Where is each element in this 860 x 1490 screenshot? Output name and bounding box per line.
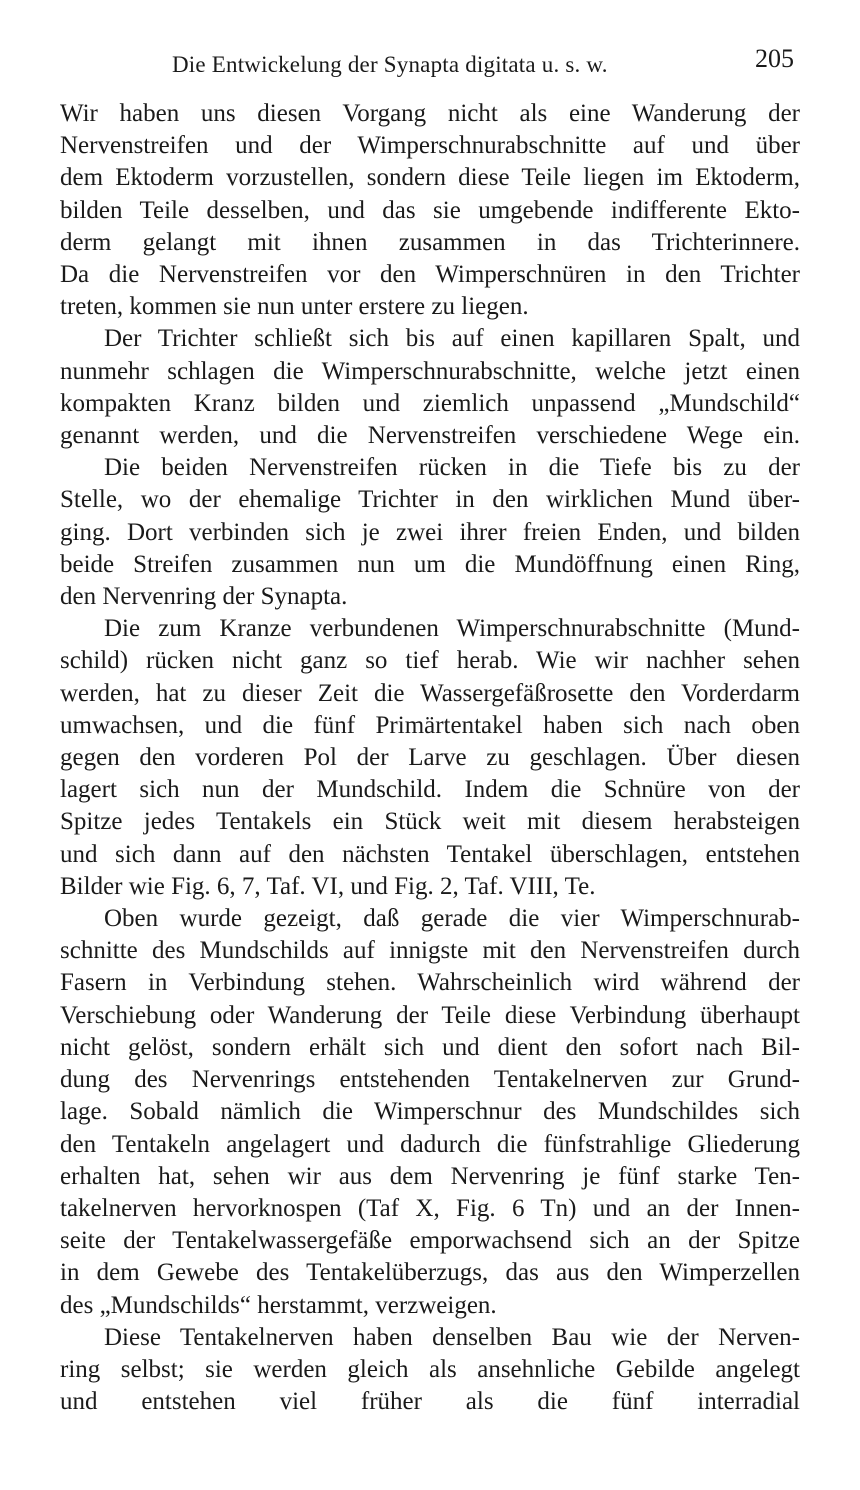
page-number: 205	[755, 44, 794, 73]
text-line: den Tentakeln angelagert und dadurch die fünfstrahlige Gliederung	[60, 1130, 800, 1158]
text-line: und sich dann auf den nächsten Tentakel überschlagen, entstehen	[60, 840, 800, 868]
paragraph-1	[60, 98, 800, 323]
text-line: umwachsen, und die fünf Primärtentakel haben sich nach oben	[60, 711, 800, 739]
text-line: dung des Nervenrings entstehenden Tentakelnerven zur Grund-	[60, 1066, 800, 1094]
text-line: gegen den vorderen Pol der Larve zu geschlagen. Über diesen	[60, 744, 800, 772]
text-line: schnitte des Mundschilds auf innigste mit den Nervenstreifen durch	[60, 937, 800, 965]
text-line: kompakten Kranz bilden und ziemlich unpassend „Mundschild“	[60, 389, 800, 417]
paragraph-3	[60, 452, 800, 613]
text-line: ring selbst; sie werden gleich als ansehnliche Gebilde angelegt	[60, 1355, 800, 1383]
text-line: takelnerven hervorknospen (Taf X, Fig. 6 Tn) und an der Innen-	[60, 1194, 800, 1222]
text-line: Oben wurde gezeigt, daß gerade die vier Wimperschnurab-	[104, 905, 800, 933]
text-line: derm gelangt mit ihnen zusammen in das Trichterinnere.	[60, 228, 800, 256]
paragraph-4	[60, 613, 800, 903]
text-line: lage. Sobald nämlich die Wimperschnur des Mundschildes sich	[60, 1098, 800, 1126]
text-line: nicht gelöst, sondern erhält sich und dient den sofort nach Bil-	[60, 1033, 800, 1061]
text-line: Der Trichter schließt sich bis auf einen kapillaren Spalt, und	[104, 325, 800, 353]
text-line: Die zum Kranze verbundenen Wimperschnurabschnitte (Mund-	[104, 615, 800, 643]
text-line: treten, kommen sie nun unter erstere zu liegen.	[60, 293, 529, 321]
text-line: schild) rücken nicht ganz so tief herab. Wie wir nachher sehen	[60, 647, 800, 675]
book-page	[60, 44, 800, 1418]
text-line: Nervenstreifen und der Wimperschnurabschnitte auf und über	[60, 132, 800, 160]
body-text	[60, 98, 800, 1418]
text-line: Fasern in Verbindung stehen. Wahrscheinlich wird während der	[60, 969, 800, 997]
paragraph-5	[60, 903, 800, 1322]
text-line: erhalten hat, sehen wir aus dem Nervenring je fünf starke Ten-	[60, 1162, 800, 1190]
text-line: Verschiebung oder Wanderung der Teile diese Verbindung überhaupt	[60, 1001, 800, 1029]
text-line: Da die Nervenstreifen vor den Wimperschnüren in den Trichter	[60, 261, 800, 289]
text-line: beide Streifen zusammen nun um die Mundöffnung einen Ring,	[60, 550, 800, 578]
text-line: seite der Tentakelwassergefäße emporwachsend sich an der Spitze	[60, 1227, 800, 1255]
text-line: Diese Tentakelnerven haben denselben Bau wie der Nerven-	[104, 1323, 800, 1351]
running-title: Die Entwickelung der Synapta digitata u. s. w.	[172, 52, 608, 77]
text-line: Die beiden Nervenstreifen rücken in die Tiefe bis zu der	[104, 454, 800, 482]
text-line: Bilder wie Fig. 6, 7, Taf. VI, und Fig. 2, Taf. VIII, Te.	[60, 872, 596, 900]
running-head	[60, 44, 800, 88]
text-line: und entstehen viel früher als die fünf interradial	[60, 1388, 800, 1416]
text-line: Stelle, wo der ehemalige Trichter in den wirklichen Mund über-	[60, 486, 800, 514]
text-line: werden, hat zu dieser Zeit die Wassergefäßrosette den Vorderdarm	[60, 679, 800, 707]
text-line: Wir haben uns diesen Vorgang nicht als eine Wanderung der	[60, 100, 800, 127]
text-line: lagert sich nun der Mundschild. Indem die Schnüre von der	[60, 776, 800, 804]
text-line: ging. Dort verbinden sich je zwei ihrer freien Enden, und bilden	[60, 518, 800, 546]
paragraph-6	[60, 1322, 800, 1419]
text-line: in dem Gewebe des Tentakelüberzugs, das aus den Wimperzellen	[60, 1259, 800, 1287]
text-line: Spitze jedes Tentakels ein Stück weit mit diesem herabsteigen	[60, 808, 800, 836]
text-line: dem Ektoderm vorzustellen, sondern diese Teile liegen im Ektoderm,	[60, 164, 800, 192]
text-line: nunmehr schlagen die Wimperschnurabschnitte, welche jetzt einen	[60, 357, 800, 385]
text-line: den Nervenring der Synapta.	[60, 583, 348, 611]
text-line: bilden Teile desselben, und das sie umgebende indifferente Ekto-	[60, 196, 800, 224]
text-line: genannt werden, und die Nervenstreifen verschiedene Wege ein.	[60, 422, 800, 450]
paragraph-2	[60, 323, 800, 452]
text-line: des „Mundschilds“ herstammt, verzweigen.	[60, 1291, 497, 1319]
